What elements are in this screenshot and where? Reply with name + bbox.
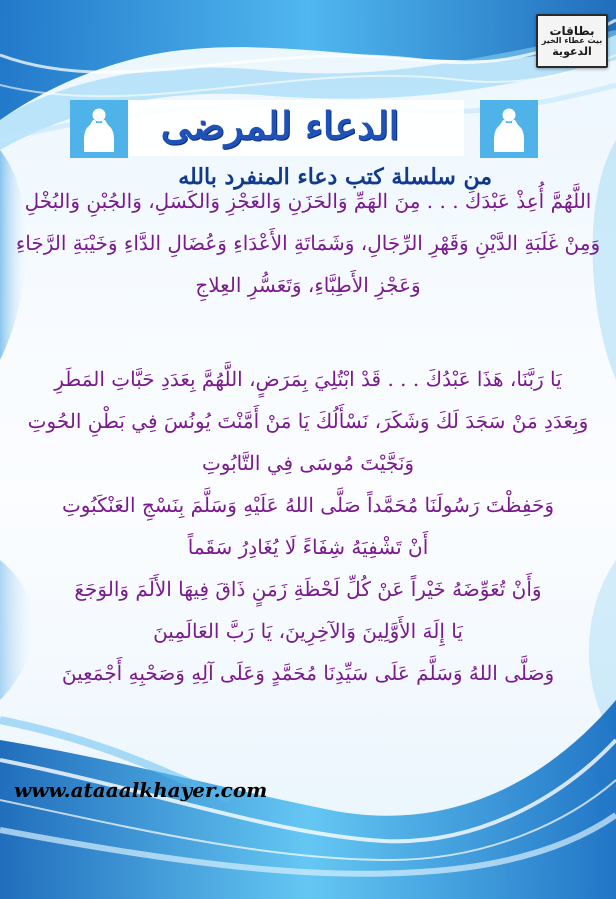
prayer-block-2 (10, 358, 606, 694)
prayer-block-1 (10, 180, 606, 306)
prayer-line: وَعَجْزِ الأَطِبَّاءِ، وَتَعَسُّرِ العِلاجِ (195, 273, 421, 297)
prayer-line: يَا إِلَهَ الأَوَّلِينَ وَالآخِرِينَ، يَا رَبَّ العَالَمِينَ (153, 619, 463, 643)
prayer-line: وَصَلَّى اللهُ وَسَلَّمَ عَلَى سَيِّدِنَا مُحَمَّدٍ وَعَلَى آلِهِ وَصَحْبِهِ أَجْمَعِينَ (61, 661, 555, 685)
prayer-line: أَنْ تَشْفِيَهُ شِفَاءً لَا يُغَادِرُ سَقَماً (187, 535, 429, 559)
praying-man-icon (480, 100, 538, 158)
logo-line-2: بيت عطاء الخير (541, 36, 603, 46)
series-subtitle: من سلسلة كتب دعاء المنفرد بالله (178, 164, 492, 190)
logo-line-1: بطاقات (549, 23, 595, 38)
website-link[interactable]: www.ataaalkhayer.com (14, 778, 268, 802)
prayer-line: وَحَفِظْتَ رَسُولَنَا مُحَمَّداً صَلَّى اللهُ عَلَيْهِ وَسَلَّمَ بِنَسْجِ العَنْكَبُوتِ (61, 493, 555, 517)
prayer-line: يَا رَبَّنَا، هَذَا عَبْدُكَ . . . قَدْ ابْتُلِيَ بِمَرَضٍ، اللَّهُمَّ بِعَدَدِ حَبَّاتِ المَطَرِ (54, 367, 562, 391)
prayer-line: اللَّهُمَّ أُعِذْ عَبْدَكَ . . . مِنَ الهَمِّ وَالحَزَنِ وَالعَجْزِ وَالكَسَلِ، وَالجُبْنِ وَالبُخْلِ (24, 189, 592, 213)
logo-line-3: الدعوية (552, 44, 592, 58)
prayer-line: وَنَجَّيْتَ مُوسَى فِي التَّابُوتِ (201, 451, 415, 475)
brand-logo (536, 14, 608, 68)
prayer-line: وَأَنْ تُعَوِّضَهُ خَيْراً عَنْ كُلِّ لَحْظَةِ زَمَنٍ ذَاقَ فِيهَا الأَلَمَ وَالوَجَعَ (74, 577, 542, 601)
page-title: الدعاء للمرضى (160, 103, 400, 148)
prayer-line: وَبِعَدَدِ مَنْ سَجَدَ لَكَ وَشَكَرَ، نَسْأَلُكَ يَا مَنْ أَمَّنْتَ يُونُسَ فِي بَطْنِ الحُوتِ (27, 409, 589, 433)
prayer-line: وَمِنْ غَلَبَةِ الدَّيْنِ وَقَهْرِ الرِّجَالِ، وَشَمَاتَةِ الأَعْدَاءِ وَعُضَالِ الدَّاءِ وَخَيْبَةِ الرَّجَاءِ (15, 231, 601, 255)
